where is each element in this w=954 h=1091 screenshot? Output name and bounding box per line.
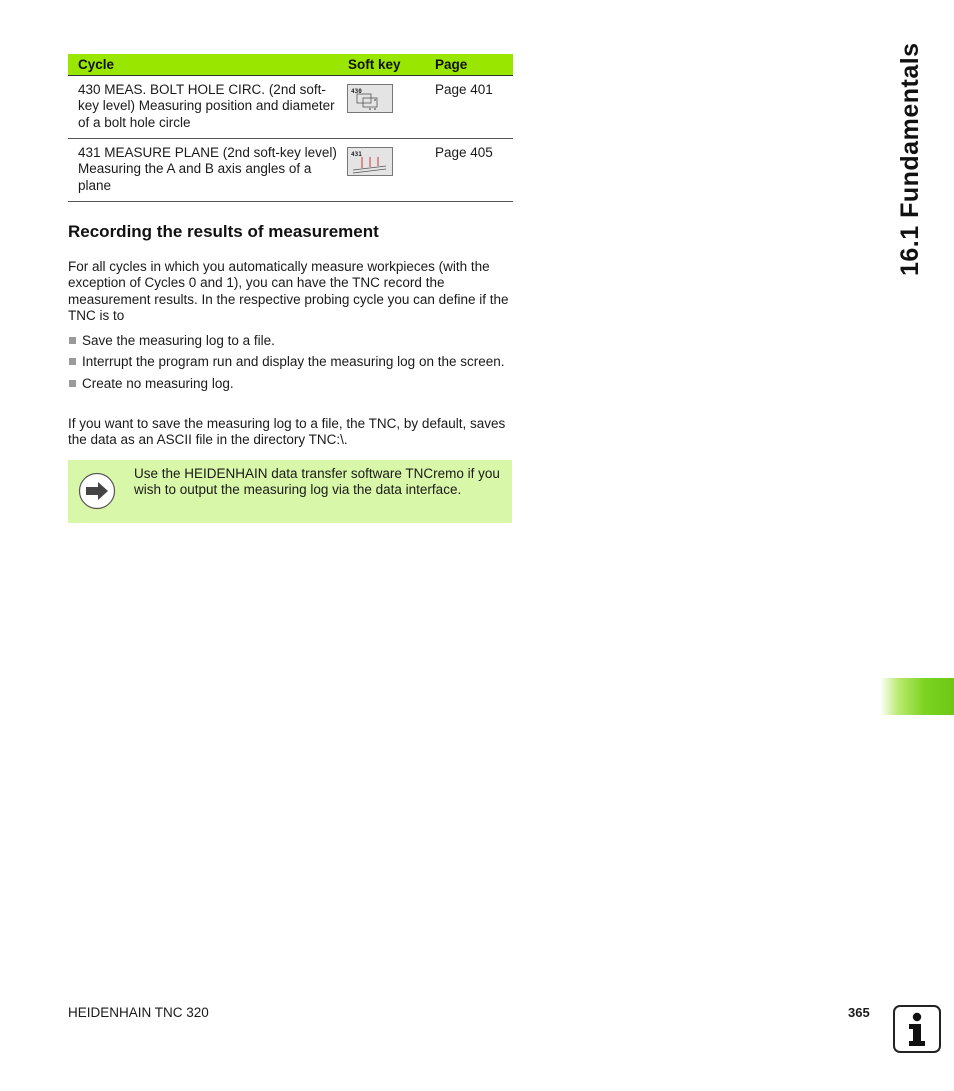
page-ref: Page 405 (435, 145, 493, 160)
page-number: 365 (848, 1005, 870, 1020)
info-icon (893, 1005, 941, 1053)
softkey-430-icon (347, 84, 393, 113)
note-text: Use the HEIDENHAIN data transfer software TNCremo if you wish to output the measuring log via the data interface. (134, 466, 500, 498)
tip-note (68, 460, 512, 523)
intro-paragraph: For all cycles in which you automatically measure workpieces (with the exception of Cycles 0 and 1), you can have the TNC record the measurement results. In the respective probing cycle you can define if the TNC is to (68, 259, 509, 323)
page-ref: Page 401 (435, 82, 493, 97)
footer-product: HEIDENHAIN TNC 320 (68, 1005, 209, 1020)
table-row (68, 139, 513, 202)
list-item (68, 333, 514, 349)
softkey-431-icon (347, 147, 393, 176)
list-item-text: Save the measuring log to a file. (82, 333, 275, 348)
softkey-label: 431 (351, 151, 362, 158)
list-item (68, 376, 514, 392)
chapter-tab-marker (880, 678, 954, 715)
list-item-text: Interrupt the program run and display the measuring log on the screen. (82, 354, 505, 370)
cycles-table (68, 54, 513, 202)
softkey-label: 430 (351, 88, 362, 95)
bullet-square-icon (69, 358, 76, 365)
list-item (68, 354, 514, 370)
table-row (68, 76, 513, 139)
options-list (68, 333, 514, 397)
header-cycle: Cycle (78, 57, 115, 72)
header-softkey: Soft key (348, 57, 401, 72)
arrow-right-icon (78, 472, 116, 510)
default-save-paragraph: If you want to save the measuring log to a file, the TNC, by default, saves the data as an ASCII file in the directory TNC:\. (68, 416, 506, 448)
bullet-square-icon (69, 380, 76, 387)
bullet-square-icon (69, 337, 76, 344)
header-page: Page (435, 57, 468, 72)
table-header (68, 54, 513, 76)
cycle-description: 431 MEASURE PLANE (2nd soft-key level) Measuring the A and B axis angles of a plane (78, 145, 337, 193)
list-item-text: Create no measuring log. (82, 375, 234, 391)
chapter-side-title: 16.1 Fundamentals (896, 42, 924, 276)
section-heading: Recording the results of measurement (68, 222, 379, 241)
cycle-description: 430 MEAS. BOLT HOLE CIRC. (2nd soft-key level) Measuring position and diameter of a bolt hole circle (78, 82, 335, 130)
